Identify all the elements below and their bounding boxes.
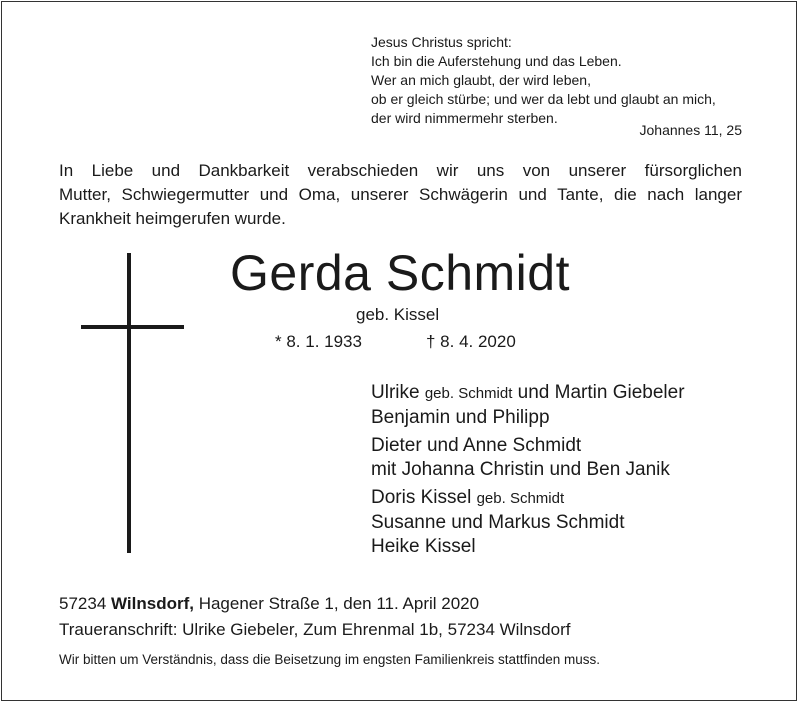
place-date [59, 594, 479, 614]
verse-line: Jesus Christus spricht: [371, 34, 512, 50]
deceased-name: Gerda Schmidt [230, 245, 570, 301]
mourning-address: Traueranschrift: Ulrike Giebeler, Zum Ehrenmal 1b, 57234 Wilnsdorf [59, 620, 571, 639]
verse-reference: Johannes 11, 25 [639, 122, 742, 138]
bible-verse [371, 33, 716, 128]
verse-line: Ich bin die Auferstehung und das Leben. [371, 53, 622, 69]
postcode: 57234 [59, 594, 107, 613]
family-line: Susanne und Markus Schmidt [371, 512, 625, 533]
family-line [371, 486, 685, 511]
family-line: Heike Kissel [371, 536, 476, 557]
maiden-name: geb. Kissel [356, 305, 440, 324]
cross-icon-horizontal [81, 325, 184, 329]
family-nee: geb. Schmidt [476, 490, 565, 507]
family-line: mit Johanna Christin und Ben Janik [371, 459, 670, 480]
family-member: und Martin Giebeler [517, 382, 685, 403]
birth-date: * 8. 1. 1933 [275, 332, 362, 351]
family-line [371, 381, 685, 406]
intro-line: Krankheit heimgerufen wurde. [59, 209, 286, 228]
family-member: Doris Kissel [371, 487, 472, 508]
intro-line: In Liebe und Dankbarkeit verabschieden wir uns von unserer fürsorglichen [59, 161, 742, 180]
family-line: Dieter und Anne Schmidt [371, 435, 582, 456]
family-group [371, 434, 685, 482]
intro-line: Mutter, Schwiegermutter und Oma, unserer Schwägerin und Tante, die nach langer [59, 185, 742, 204]
family-line: Benjamin und Philipp [371, 407, 550, 428]
death-date: † 8. 4. 2020 [426, 332, 516, 351]
family-nee: geb. Schmidt [424, 385, 513, 402]
intro-text [59, 159, 742, 231]
verse-line: Wer an mich glaubt, der wird leben, [371, 72, 591, 88]
place-rest: Hagener Straße 1, den 11. April 2020 [198, 594, 480, 613]
burial-note: Wir bitten um Verständnis, dass die Beisetzung im engsten Familienkreis stattfinden muss. [59, 652, 600, 667]
family-member: Ulrike [371, 382, 420, 403]
verse-line: der wird nimmermehr sterben. [371, 110, 558, 126]
family-group [371, 486, 685, 559]
family-list [371, 381, 685, 563]
family-group [371, 381, 685, 430]
town: Wilnsdorf, [111, 594, 194, 613]
verse-line: ob er gleich stürbe; und wer da lebt und glaubt an mich, [371, 91, 716, 107]
